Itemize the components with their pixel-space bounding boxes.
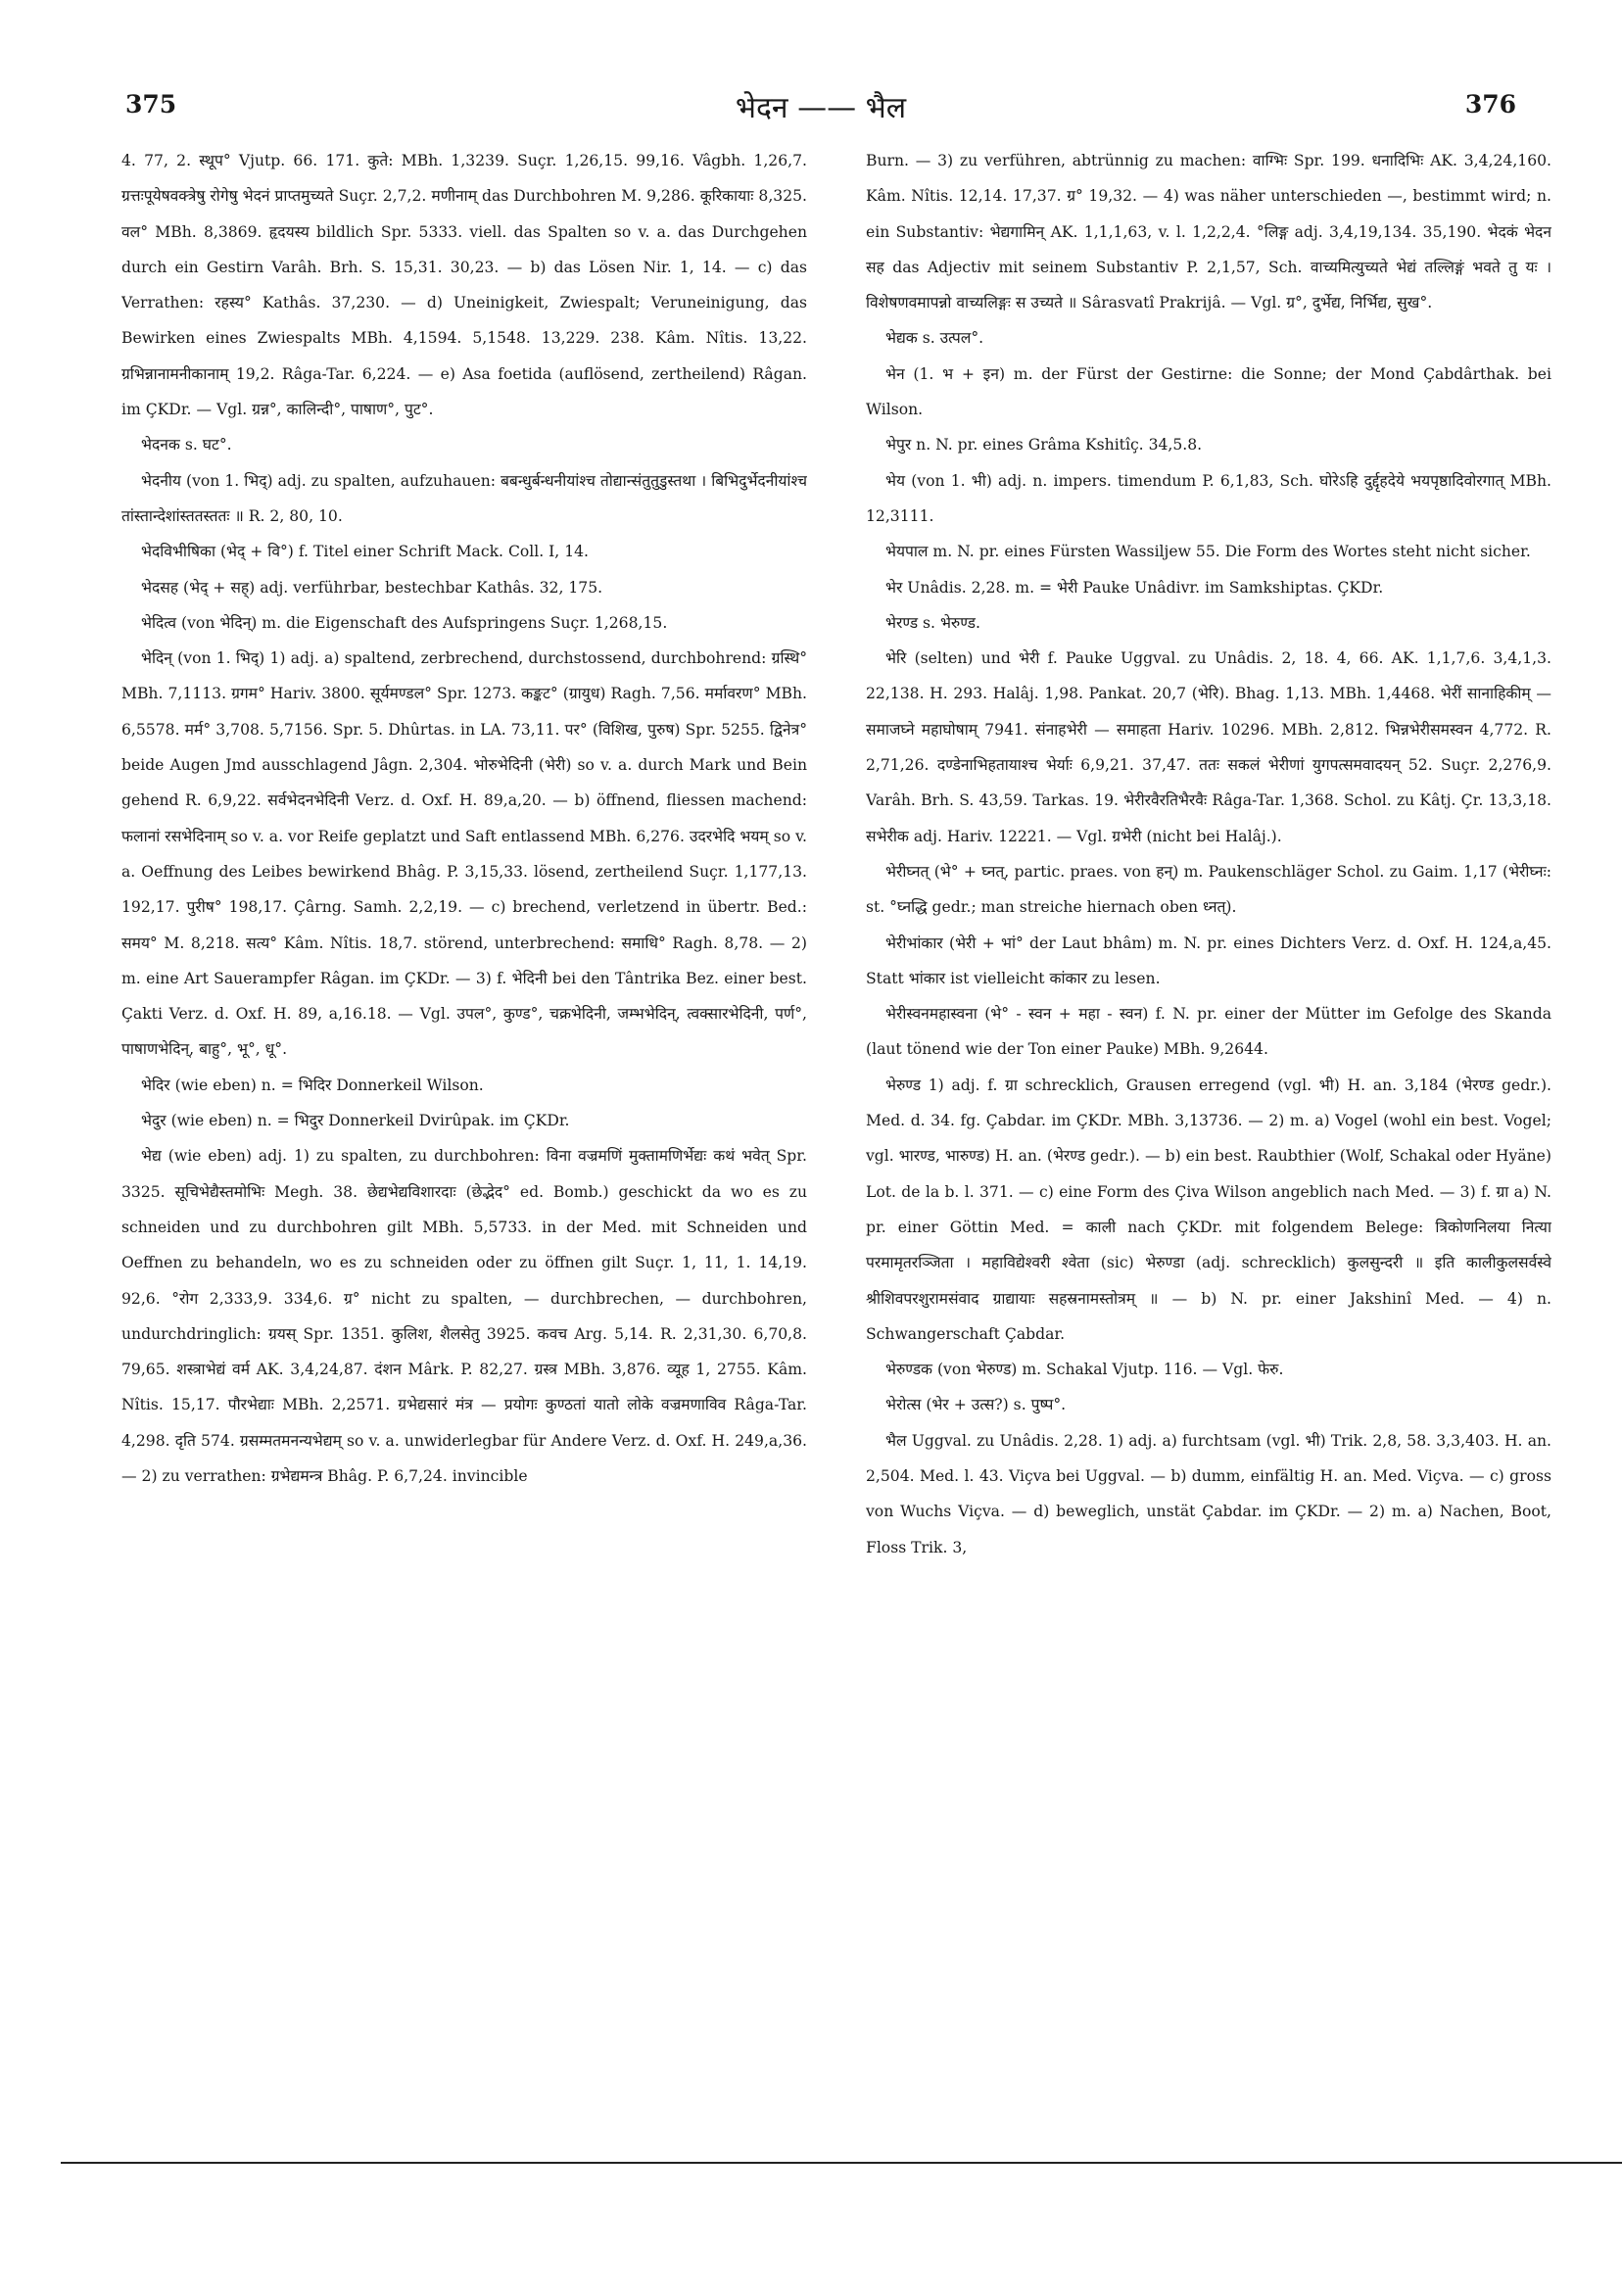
entry-continuation: 4. 77, 2. स्थूप° Vjutp. 66. 171. कुते: MBh. 1,3239. Suçr. 1,26,15. 99,16. Vâgbh. 1,26,7. ग्रत्तःपूयेषवक्त्रेषु रोगेषु भेदनं प्राप्तमुच्यते Suçr. 2,7,2. मणीनाम् das Durchbohren M. 9,286. कूरिकायाः 8,325. वल° MBh. 8,3869. हृदयस्य bildlich Spr. 5333. viell. das Spalten so v. a. das Durchgehen durch ein Gestirn Varâh. Brh. S. 15,31. 30,23. — b) das Lösen Nir. 1, 14. — c) das Verrathen: रहस्य° Kathâs. 37,230. — d) Uneinigkeit, Zwiespalt; Veruneinigung, das Bewirken eines Zwiespalts MBh. 4,1594. 5,1548. 13,229. 238. Kâm. Nîtis. 13,22. ग्रभिन्नानामनीकानाम् 19,2. Râga-Tar. 6,224. — e) Asa foetida (auflösend, zertheilend) Râgan. im ÇKDr. — Vgl. ग्रन्न°, कालिन्दी°, पाषाण°, पुट°. [121, 152, 807, 419]
entry-bhaila: भैल Uggval. zu Unâdis. 2,28. 1) adj. a) furchtsam (vgl. भी) Trik. 2,8, 58. 3,3,403. H. an. 2,504. Med. l. 43. Viçva bei Uggval. — b) dumm, einfältig H. an. Med. Viçva. — c) gross von Wuchs Viçva. — d) beweglich, unstät Çabdar. im ÇKDr. — 2) m. a) Nachen, Boot, Floss Trik. 3, [866, 1431, 1551, 1556]
entry-bheribhamkara: भेरीभांकार (भेरी + भां° der Laut bhâm) m. N. pr. eines Dichters Verz. d. Oxf. H. 124,a,45. Statt भांकार ist vielleicht कांकार zu lesen. [866, 933, 1551, 987]
running-title: भेदन —— भैल [735, 91, 907, 125]
entry-bhedasaha: भेदसह (भेद् + सह्) adj. verführbar, bestechbar Kathâs. 32, 175. [141, 578, 603, 597]
entry-bheranda: भेरण्ड s. भेरुण्ड. [885, 613, 980, 632]
entry-bherotsa: भेरोत्स (भेर + उत्स?) s. पुष्प°. [885, 1396, 1067, 1414]
entry-bhedyaka: भेद्यक s. उत्पल°. [885, 329, 984, 348]
entry-bheyapala: भेयपाल m. N. pr. eines Fürsten Wassiljew 55. Die Form des Wortes steht nicht sicher. [885, 543, 1531, 561]
entry-bheri: भेरि (selten) und भेरी f. Pauke Uggval. zu Unâdis. 2, 18. 4, 66. AK. 1,1,7,6. 3,4,1,3. 22,138. H. 293. Halâj. 1,98. Pankat. 20,7 (भेरि). Bhag. 1,13. MBh. 1,4468. भेरीं सानाहिकीम् — समाजघ्ने महाघोषाम् 7941. संनाहभेरी — समाहता Hariv. 10296. MBh. 2,812. भिन्नभेरीसमस्वन 4,772. R. 2,71,26. दण्डेनाभिहतायाश्च भेर्याः 6,9,21. 37,47. ततः सकलं भेरीणां युगपत्समवादयन् 52. Suçr. 2,276,9. Varâh. Brh. S. 43,59. Tarkas. 19. भेरीरवैरतिभैरवैः Râga-Tar. 1,368. Schol. zu Kâtj. Çr. 13,3,18. सभेरीक adj. Hariv. 12221. — Vgl. ग्रभेरी (nicht bei Halâj.). [866, 649, 1551, 845]
entry-bherunda: भेरुण्ड 1) adj. f. ग्रा schrecklich, Grausen erregend (vgl. भी) H. an. 3,184 (भेरण्ड gedr.). Med. d. 34. fg. Çabdar. im ÇKDr. MBh. 3,13736. — 2) m. a) Vogel (wohl ein best. Vogel; vgl. भारण्ड, भारुण्ड) H. an. (भेरण्ड gedr.). — b) ein best. Raubthier (Wolf, Schakal oder Hyäne) Lot. de la b. l. 371. — c) eine Form des Çiva Wilson angeblich nach Med. — 3) f. ग्रा a) N. pr. einer Göttin Med. = काली nach ÇKDr. mit folgendem Belege: त्रिकोणनिलया नित्या परमामृतरञ्जिता । महाविद्येश्वरी श्वेता (sic) भेरुण्डा (adj. schrecklich) कुलसुन्दरी ॥ इति कालीकुलसर्वस्वे श्रीशिवपरशुरामसंवाद ग्राद्यायाः सहस्रनामस्तोत्रम् ॥ — b) N. pr. einer Jakshinî Med. — 4) n. Schwangerschaft Çabdar. [866, 1076, 1551, 1343]
entry-bhera: भेर Unâdis. 2,28. m. = भेरी Pauke Unâdivr. im Samkshiptas. ÇKDr. [885, 578, 1384, 597]
entry-bhedya: भेद्य (wie eben) adj. 1) zu spalten, zu durchbohren: विना वज्रमणिं मुक्तामणिर्भेद्यः कथं भवेत् Spr. 3325. सूचिभेद्यैस्तमोभिः Megh. 38. छेद्यभेद्यविशारदाः (छेद्भेद° ed. Bomb.) geschickt da wo es zu schneiden und zu durchbohren gilt MBh. 5,5733. in der Med. mit Schneiden und Oeffnen zu behandeln, wo es zu schneiden oder zu öffnen gilt Suçr. 1, 11, 1. 14,19. 92,6. °रोग 2,333,9. 334,6. ग्र° nicht zu spalten, — durchbrechen, — durchbohren, undurchdringlich: ग्रयस् Spr. 1351. कुलिश, शैलसेतु 3925. कवच Arg. 5,14. R. 2,31,30. 6,70,8. 79,65. शस्त्राभेद्यं वर्म AK. 3,4,24,87. दंशन Mârk. P. 82,27. ग्रस्त्र MBh. 3,876. व्यूह 1, 2755. Kâm. Nîtis. 15,17. पौरभेद्याः MBh. 2,2571. ग्रभेद्यसारं मंत्र — प्रयोगः कुण्ठतां यातो लोके वज्रमणाविव Râga-Tar. 4,298. दृति 574. ग्रसम्मतमनन्यभेद्यम् so v. a. unwiderlegbar für Andere Verz. d. Oxf. H. 249,a,36. — 2) zu verrathen: ग्रभेद्यमन्त्र Bhâg. P. 6,7,24. invincible [121, 1147, 807, 1485]
entry-bhedin: भेदिन् (von 1. भिद्) 1) adj. a) spaltend, zerbrechend, durchstossend, durchbohrend: ग्रस्थि° MBh. 7,1113. ग्रगम° Hariv. 3800. सूर्यमण्डल° Spr. 1273. कङ्कट° (ग्रायुध) Ragh. 7,56. मर्मावरण° MBh. 6,5578. मर्म° 3,708. 5,7156. Spr. 5. Dhûrtas. in LA. 73,11. पर° (विशिख, पुरुष) Spr. 5255. द्विनेत्र° beide Augen Jmd ausschlagend Jâgn. 2,304. भोरुभेदिनी (भेरी) so v. a. durch Mark und Bein gehend R. 6,9,22. सर्वभेदनभेदिनी Verz. d. Oxf. H. 89,a,20. — b) öffnend, fliessen machend: फलानां रसभेदिनाम् so v. a. vor Reife geplatzt und Saft entlassend MBh. 6,276. उदरभेदि भयम् so v. a. Oeffnung des Leibes bewirkend Bhâg. P. 3,15,33. lösend, zertheilend Suçr. 1,177,13. 192,17. पुरीष° 198,17. Çârng. Samh. 2,2,19. — c) brechend, verletzend in übertr. Bed.: समय° M. 8,218. सत्य° Kâm. Nîtis. 18,7. störend, unterbrechend: समाधि° Ragh. 8,78. — 2) m. eine Art Sauerampfer Râgan. im ÇKDr. — 3) f. भेदिनी bei den Tântrika Bez. einer best. Çakti Verz. d. Oxf. H. 89, a,16.18. — Vgl. उपल°, कुण्ड°, चक्रभेदिनी, जम्भभेदिन्, त्वक्सारभेदिनी, पर्ण°, पाषाणभेदिन्, बाहु°, भू°, धू°. [121, 649, 807, 1059]
entry-bhedira: भेदिर (wie eben) n. = भिदिर Donnerkeil Wilson. [141, 1076, 484, 1094]
entry-bhedanaka: भेदनक s. घट°. [141, 436, 232, 454]
page-header [125, 90, 1516, 129]
entry-bherighnat: भेरीघ्नत् (भे° + घ्नत्, partic. praes. von हन्) m. Paukenschläger Schol. zu Gaim. 1,17 (भेरीघ्नः: st. °घ्नद्धि gedr.; man streiche hiernach oben ध्नत्). [866, 862, 1551, 917]
page-number-left: 375 [125, 90, 177, 119]
entry-bheditva: भेदित्व (von भेदिन्) m. die Eigenschaft des Aufspringens Suçr. 1,268,15. [141, 613, 668, 632]
entry-bherundaka: भेरुण्डक (von भेरुण्ड) m. Schakal Vjutp. 116. — Vgl. फेरु. [885, 1361, 1284, 1379]
bottom-rule [61, 2162, 1622, 2164]
entry-bheya: भेय (von 1. भी) adj. n. impers. timendum P. 6,1,83, Sch. घोरेऽहि दुर्द्दृहदेये भयपृष्ठादिवोरगात् MBh. 12,3111. [866, 471, 1551, 525]
entry-bhena: भेन (1. भ + इन) m. der Fürst der Gestirne: die Sonne; der Mond Çabdârthak. bei Wilson. [866, 364, 1551, 419]
right-column [866, 143, 1551, 2102]
entry-bhepura: भेपुर n. N. pr. eines Grâma Kshitîç. 34,5.8. [885, 436, 1203, 454]
entry-bhedya-continued: Burn. — 3) zu verführen, abtrünnig zu machen: वाग्भिः Spr. 199. धनादिभिः AK. 3,4,24,160. Kâm. Nîtis. 12,14. 17,37. ग्र° 19,32. — 4) was näher unterschieden —, bestimmt wird; n. ein Substantiv: भेद्यगामिन् AK. 1,1,1,63, v. l. 1,2,2,4. °लिङ्ग adj. 3,4,19,134. 35,190. भेदकं भेदन सह das Adjectiv mit seinem Substantiv P. 2,1,57, Sch. वाच्यमित्युच्यते भेद्यं तल्लिङ्गं भवते तु यः । विशेषणवमापन्नो वाच्यलिङ्गः स उच्यते ॥ Sârasvatî Prakrijâ. — Vgl. ग्र°, दुर्भेद्य, निर्भिद्य, सुख°. [866, 152, 1551, 312]
page-number-right: 376 [1464, 90, 1516, 119]
entry-bhedaniya: भेदनीय (von 1. भिद्) adj. zu spalten, aufzuhauen: बबन्धुर्बन्धनीयांश्च तोद्यान्संतुतुडुस्तथा । बिभिदुर्भेदनीयांश्च तांस्तान्देशांस्ततस्ततः ॥ R. 2, 80, 10. [121, 471, 807, 525]
entry-bherisvana: भेरीस्वनमहास्वना (भे° - स्वन + महा - स्वन) f. N. pr. einer der Mütter im Gefolge des Skanda (laut tönend wie der Ton einer Pauke) MBh. 9,2644. [866, 1005, 1551, 1059]
left-column [121, 143, 807, 2102]
entry-bhedura: भेदुर (wie eben) n. = भिदुर Donnerkeil Dvirûpak. im ÇKDr. [141, 1112, 570, 1130]
entry-bhedavibhishika: भेदविभीषिका (भेद् + वि°) f. Titel einer Schrift Mack. Coll. I, 14. [141, 543, 590, 561]
